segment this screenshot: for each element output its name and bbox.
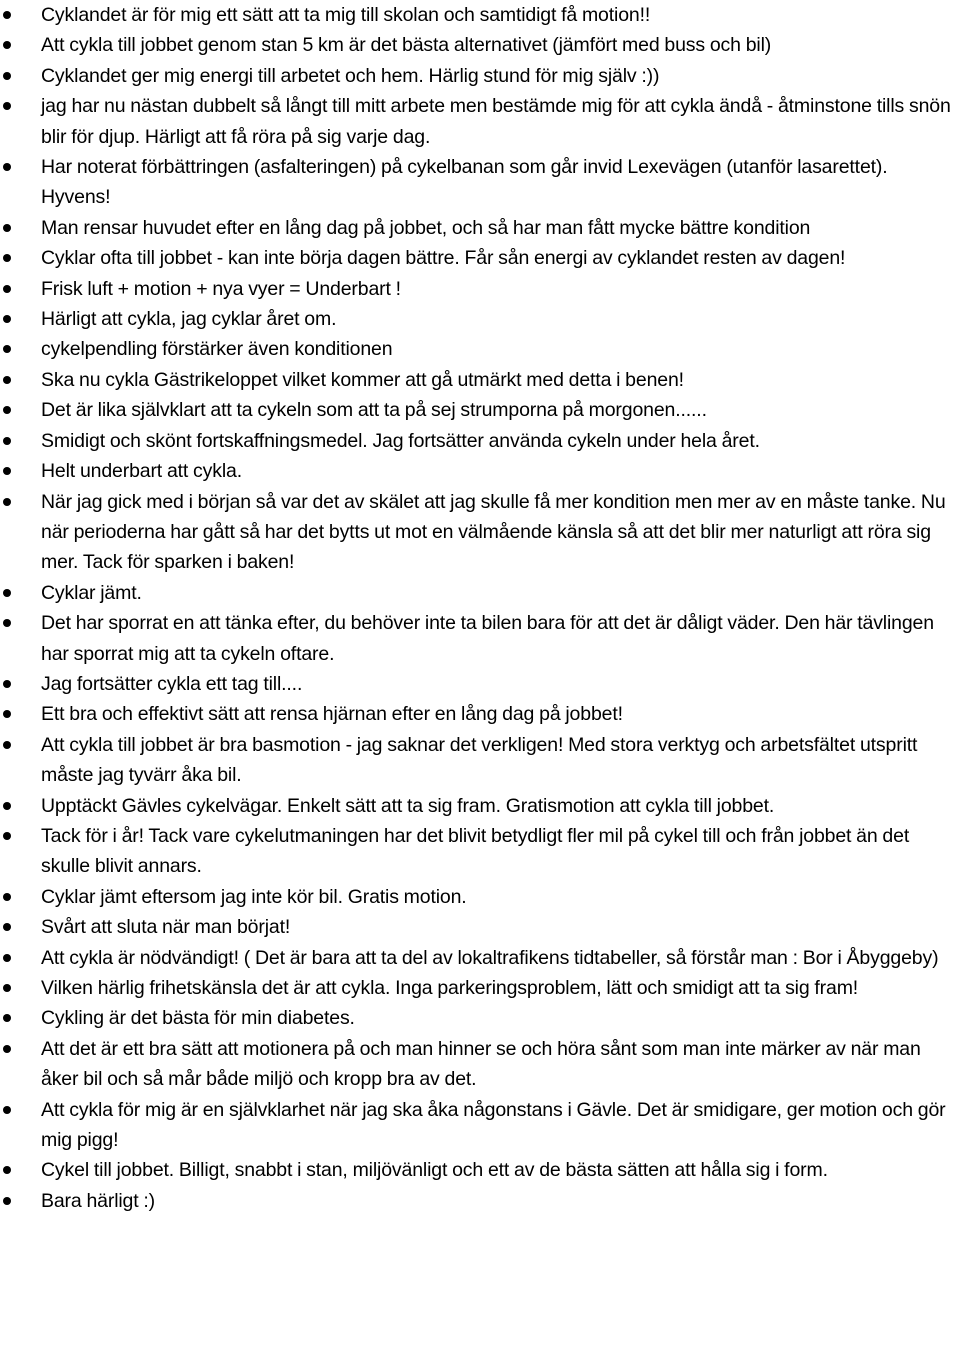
- list-item: [0, 1095, 960, 1156]
- bullet-icon: [3, 802, 11, 810]
- list-item-text: Att cykla till jobbet är bra basmotion - jag saknar det verkligen! Med stora verktyg och arbetsfältet utspritt måste jag tyvärr åka bil.: [41, 733, 918, 787]
- list-item-text: Jag fortsätter cykla ett tag till....: [41, 672, 303, 695]
- list-item: [0, 365, 960, 395]
- list-item-text: Upptäckt Gävles cykelvägar. Enkelt sätt att ta sig fram. Gratismotion att cykla till jobbet.: [41, 794, 775, 817]
- bullet-icon: [3, 437, 11, 445]
- list-item: [0, 608, 960, 669]
- list-item-text: Cyklandet är för mig ett sätt att ta mig till skolan och samtidigt få motion!!: [41, 4, 651, 26]
- list-item: [0, 213, 960, 243]
- list-item-text: Har noterat förbättringen (asfalteringen) på cykelbanan som går invid Lexevägen (utanför lasarettet). Hyvens!: [41, 156, 888, 209]
- list-item: [0, 456, 960, 486]
- bullet-icon: [3, 376, 11, 384]
- list-item-text: Tack för i år! Tack vare cykelutmaningen har det blivit betydligt fler mil på cykel till och från jobbet än det skulle blivit annars.: [41, 824, 910, 878]
- list-item: [0, 487, 960, 578]
- list-item-text: Helt underbart att cykla.: [41, 460, 242, 483]
- list-item: [0, 334, 960, 364]
- list-item-text: Det har sporrat en att tänka efter, du behöver inte ta bilen bara för att det är dåligt väder. Den här tävlingen har sporrat mig att ta cykeln oftare.: [41, 612, 934, 665]
- list-item: [0, 274, 960, 304]
- bullet-icon: [3, 589, 11, 597]
- list-item-text: cykelpendling förstärker även konditionen: [41, 338, 393, 361]
- bullet-icon: [3, 102, 11, 110]
- list-item-text: Bara härligt :): [41, 1189, 155, 1212]
- list-item: [0, 61, 960, 91]
- list-item: [0, 1155, 960, 1185]
- list-item-text: Cykling är det bästa för min diabetes.: [41, 1007, 355, 1030]
- list-item: [0, 973, 960, 1003]
- bullet-icon: [3, 1106, 11, 1114]
- list-item: [0, 1186, 960, 1216]
- bullet-icon: [3, 923, 11, 931]
- list-item-text: Ska nu cykla Gästrikeloppet vilket kommer att gå utmärkt med detta i benen!: [41, 368, 684, 391]
- list-item: [0, 304, 960, 334]
- bullet-icon: [3, 224, 11, 232]
- bullet-icon: [3, 254, 11, 262]
- list-item: [0, 1034, 960, 1095]
- bullet-icon: [3, 1045, 11, 1053]
- bullet-icon: [3, 832, 11, 840]
- list-item: [0, 730, 960, 791]
- list-item: [0, 1003, 960, 1033]
- bullet-icon: [3, 1166, 11, 1174]
- bullet-icon: [3, 315, 11, 323]
- bullet-icon: [3, 710, 11, 718]
- list-item: [0, 395, 960, 425]
- list-item-text: Ett bra och effektivt sätt att rensa hjärnan efter en lång dag på jobbet!: [41, 703, 623, 726]
- list-item: [0, 699, 960, 729]
- list-item-text: Att cykla för mig är en självklarhet när jag ska åka någonstans i Gävle. Det är smidigare, ger motion och gör mig pigg!: [41, 1098, 946, 1152]
- list-item: [0, 791, 960, 821]
- list-item: [0, 912, 960, 942]
- list-item: [0, 243, 960, 273]
- bullet-icon: [3, 498, 11, 506]
- list-item-text: Cyklandet ger mig energi till arbetet och hem. Härlig stund för mig själv :)): [41, 64, 660, 87]
- bullet-icon: [3, 954, 11, 962]
- list-item: [0, 91, 960, 152]
- list-item: [0, 30, 960, 60]
- list-item: [0, 0, 960, 30]
- list-item-text: När jag gick med i början så var det av skälet att jag skulle få mer kondition men mer av en måste tanke. Nu när perioderna har gått så har det bytts ut mot en välmående känsla så att det blir mer naturligt att röra sig mer. Tack för sparken i baken!: [41, 490, 946, 574]
- bullet-icon: [3, 1197, 11, 1205]
- list-item-text: Härligt att cykla, jag cyklar året om.: [41, 308, 337, 331]
- bullet-icon: [3, 72, 11, 80]
- bullet-icon: [3, 11, 11, 19]
- list-item-text: Man rensar huvudet efter en lång dag på jobbet, och så har man fått mycke bättre kondition: [41, 216, 811, 239]
- list-item-text: Att cykla är nödvändigt! ( Det är bara att ta del av lokaltrafikens tidtabeller, så förstår man : Bor i Åbyggeby): [41, 946, 939, 969]
- list-item-text: Frisk luft + motion + nya vyer = Underbart !: [41, 277, 401, 300]
- list-item-text: Cyklar jämt.: [41, 581, 142, 604]
- list-item-text: Att det är ett bra sätt att motionera på och man hinner se och höra sånt som man inte märker av när man åker bil och så mår både miljö och kropp bra av det.: [41, 1037, 921, 1091]
- bullet-icon: [3, 1014, 11, 1022]
- bullet-icon: [3, 285, 11, 293]
- list-item-text: Cyklar jämt eftersom jag inte kör bil. Gratis motion.: [41, 885, 467, 908]
- bullet-icon: [3, 163, 11, 171]
- bullet-icon: [3, 680, 11, 688]
- bullet-icon: [3, 406, 11, 414]
- list-item-text: Det är lika självklart att ta cykeln som att ta på sej strumporna på morgonen......: [41, 399, 707, 422]
- bullet-icon: [3, 619, 11, 627]
- list-item: [0, 426, 960, 456]
- list-item-text: Att cykla till jobbet genom stan 5 km är det bästa alternativet (jämfört med buss och bil): [41, 34, 772, 57]
- list-item: [0, 821, 960, 882]
- bullet-icon: [3, 741, 11, 749]
- list-item: [0, 578, 960, 608]
- list-item-text: Cykel till jobbet. Billigt, snabbt i stan, miljövänligt och ett av de bästa sätten att hålla sig i form.: [41, 1159, 828, 1182]
- bullet-icon: [3, 41, 11, 49]
- bullet-icon: [3, 984, 11, 992]
- list-item: [0, 152, 960, 213]
- list-item-text: jag har nu nästan dubbelt så långt till mitt arbete men bestämde mig för att cykla ändå - åtminstone tills snön blir för djup. Härligt att få röra på sig varje dag.: [41, 95, 951, 148]
- list-item: [0, 669, 960, 699]
- bullet-icon: [3, 467, 11, 475]
- list-item-text: Svårt att sluta när man börjat!: [41, 916, 291, 939]
- list-item: [0, 943, 960, 973]
- list-item-text: Vilken härlig frihetskänsla det är att cykla. Inga parkeringsproblem, lätt och smidigt att ta sig fram!: [41, 977, 859, 999]
- list-item-text: Smidigt och skönt fortskaffningsmedel. Jag fortsätter använda cykeln under hela året.: [41, 429, 760, 452]
- bullet-icon: [3, 893, 11, 901]
- bullet-icon: [3, 345, 11, 353]
- list-item-text: Cyklar ofta till jobbet - kan inte börja dagen bättre. Får sån energi av cyklandet resten av dagen!: [41, 247, 846, 270]
- list-item: [0, 882, 960, 912]
